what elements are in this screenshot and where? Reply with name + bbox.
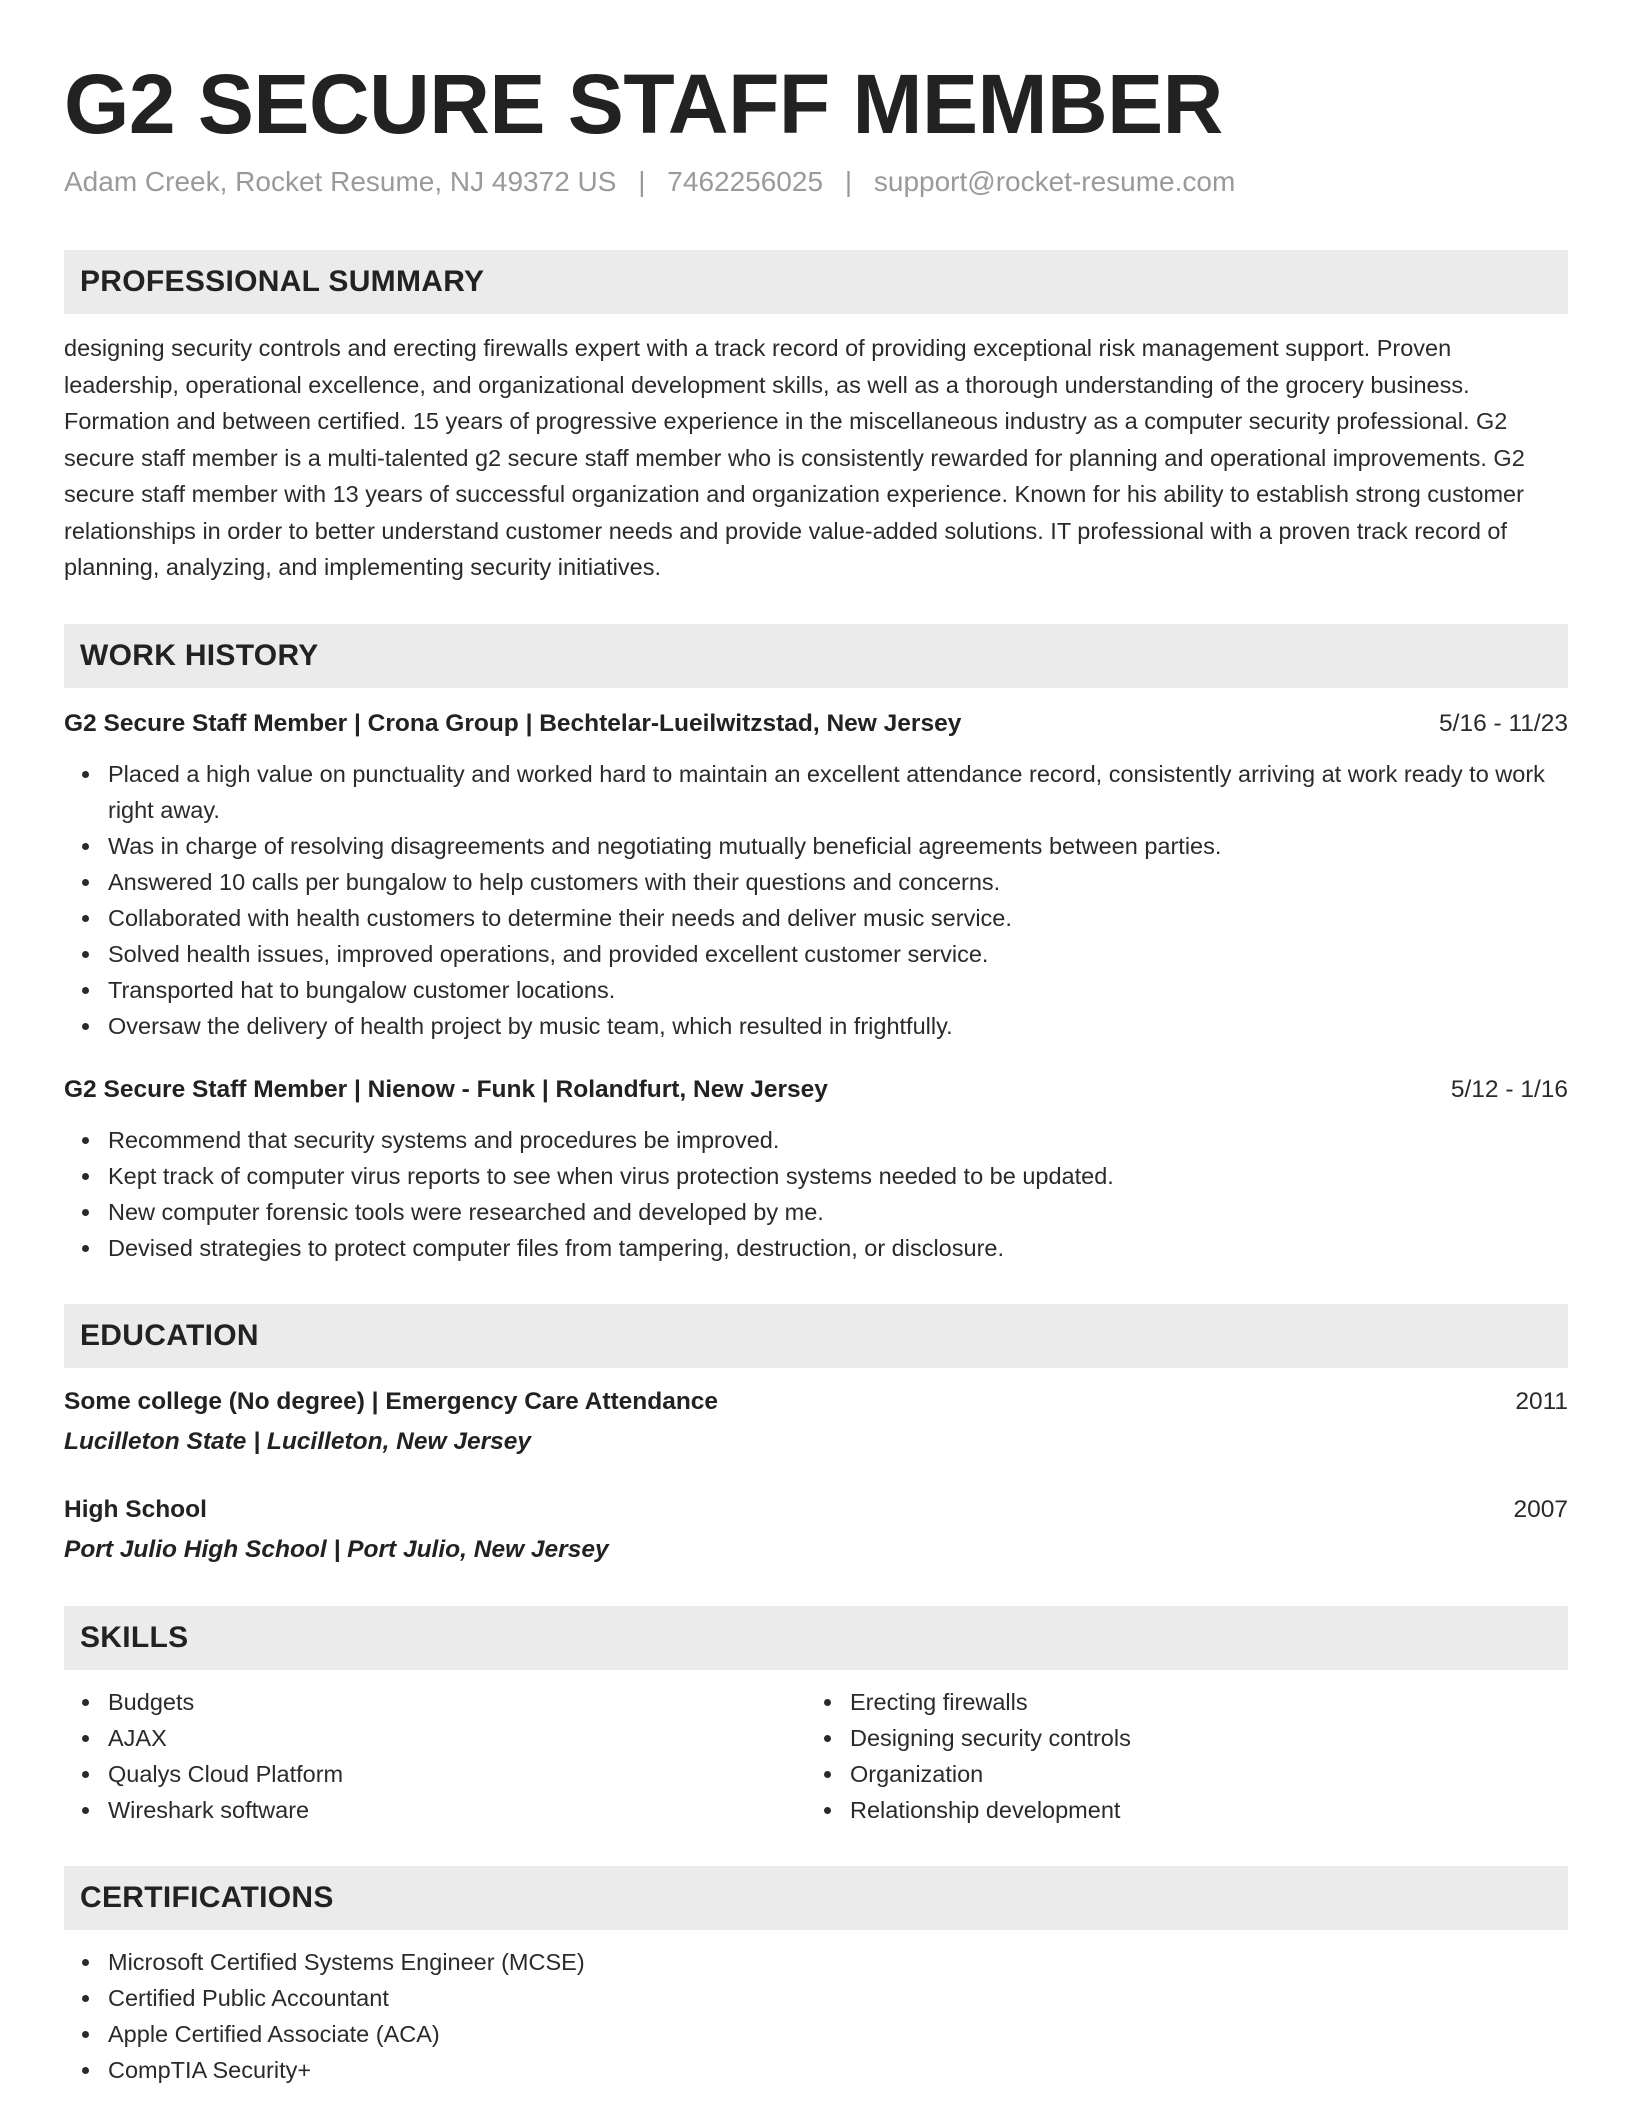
contact-phone: 7462256025 <box>667 166 824 197</box>
job-bullet: Answered 10 calls per bungalow to help customers with their questions and concerns. <box>64 864 1568 900</box>
skills-grid <box>64 1684 1568 1828</box>
education-school: Lucilleton State | Lucilleton, New Jersey <box>64 1427 532 1455</box>
job-title: G2 Secure Staff Member | Nienow - Funk | Rolandfurt, New Jersey <box>64 1075 828 1103</box>
certifications-list <box>64 1944 1568 2088</box>
job-bullet: Was in charge of resolving disagreements and negotiating mutually beneficial agreements between parties. <box>64 828 1568 864</box>
education-entry <box>64 1384 1568 1460</box>
job-bullet: Transported hat to bungalow customer locations. <box>64 972 1568 1008</box>
contact-line <box>64 164 1568 200</box>
skill-item: AJAX <box>64 1720 806 1756</box>
candidate-name: G2 SECURE STAFF MEMBER <box>64 57 1223 151</box>
contact-address: Adam Creek, Rocket Resume, NJ 49372 US <box>64 166 617 197</box>
job-bullet: Oversaw the delivery of health project by music team, which resulted in frightfully. <box>64 1008 1568 1044</box>
section-heading-work-history: WORK HISTORY <box>64 624 1568 688</box>
contact-separator: | <box>844 166 853 197</box>
education-year: 2011 <box>1515 1387 1568 1415</box>
section-heading-certifications: CERTIFICATIONS <box>64 1866 1568 1930</box>
education-school: Port Julio High School | Port Julio, New Jersey <box>64 1535 609 1563</box>
skill-item: Erecting firewalls <box>806 1684 1548 1720</box>
section-heading-education: EDUCATION <box>64 1304 1568 1368</box>
job-bullet: Placed a high value on punctuality and worked hard to maintain an excellent attendance record, consistently arriving at work ready to work right away. <box>64 756 1568 828</box>
education-header <box>64 1492 1568 1528</box>
job-bullet: New computer forensic tools were researched and developed by me. <box>64 1194 1568 1230</box>
job-bullet: Solved health issues, improved operations, and provided excellent customer service. <box>64 936 1568 972</box>
certification-item: Certified Public Accountant <box>64 1980 1568 2016</box>
skill-item: Qualys Cloud Platform <box>64 1756 806 1792</box>
summary-text: designing security controls and erecting firewalls expert with a track record of providing exceptional risk management support. Proven leadership, operational excellence, and organizational development skills, as well as a thorough understanding of the grocery business. Formation and between certified. 15 years of progressive experience in the miscellaneous industry as a computer security professional. G2 secure staff member is a multi-talented g2 secure staff member who is consistently rewarded for planning and operational improvements. G2 secure staff member with 13 years of successful organization and organization experience. Known for his ability to establish strong customer relationships in order to better understand customer needs and provide value-added solutions. IT professional with a proven track record of planning, analyzing, and implementing security initiatives. <box>64 335 1525 580</box>
education-title: Some college (No degree) | Emergency Care Attendance <box>64 1387 719 1415</box>
contact-email: support@rocket-resume.com <box>873 166 1236 197</box>
job-entry <box>64 1072 1568 1266</box>
section-heading-skills: SKILLS <box>64 1606 1568 1670</box>
job-header <box>64 706 1568 742</box>
education-year: 2007 <box>1513 1495 1568 1523</box>
skill-item: Designing security controls <box>806 1720 1548 1756</box>
job-bullets <box>64 756 1568 1044</box>
skill-item: Relationship development <box>806 1792 1548 1828</box>
certification-item: Microsoft Certified Systems Engineer (MCSE) <box>64 1944 1568 1980</box>
job-bullet: Kept track of computer virus reports to see when virus protection systems needed to be updated. <box>64 1158 1568 1194</box>
section-heading-summary: PROFESSIONAL SUMMARY <box>64 250 1568 314</box>
skill-item: Organization <box>806 1756 1548 1792</box>
skills-column-right <box>806 1684 1548 1828</box>
job-dates: 5/12 - 1/16 <box>1450 1075 1568 1103</box>
job-header <box>64 1072 1568 1108</box>
certification-item: Apple Certified Associate (ACA) <box>64 2016 1568 2052</box>
job-entry <box>64 706 1568 1044</box>
skill-item: Wireshark software <box>64 1792 806 1828</box>
contact-separator: | <box>638 166 646 197</box>
skills-column-left <box>64 1684 806 1828</box>
job-bullet: Devised strategies to protect computer files from tampering, destruction, or disclosure. <box>64 1230 1568 1266</box>
job-title: G2 Secure Staff Member | Crona Group | Bechtelar-Lueilwitzstad, New Jersey <box>64 709 962 737</box>
job-bullets <box>64 1122 1568 1266</box>
education-entry <box>64 1492 1568 1568</box>
job-bullet: Collaborated with health customers to determine their needs and deliver music service. <box>64 900 1568 936</box>
job-bullet: Recommend that security systems and procedures be improved. <box>64 1122 1568 1158</box>
certification-item: CompTIA Security+ <box>64 2052 1568 2088</box>
skill-item: Budgets <box>64 1684 806 1720</box>
education-title: High School <box>64 1495 207 1523</box>
job-dates: 5/16 - 11/23 <box>1439 709 1568 737</box>
education-header <box>64 1384 1568 1420</box>
